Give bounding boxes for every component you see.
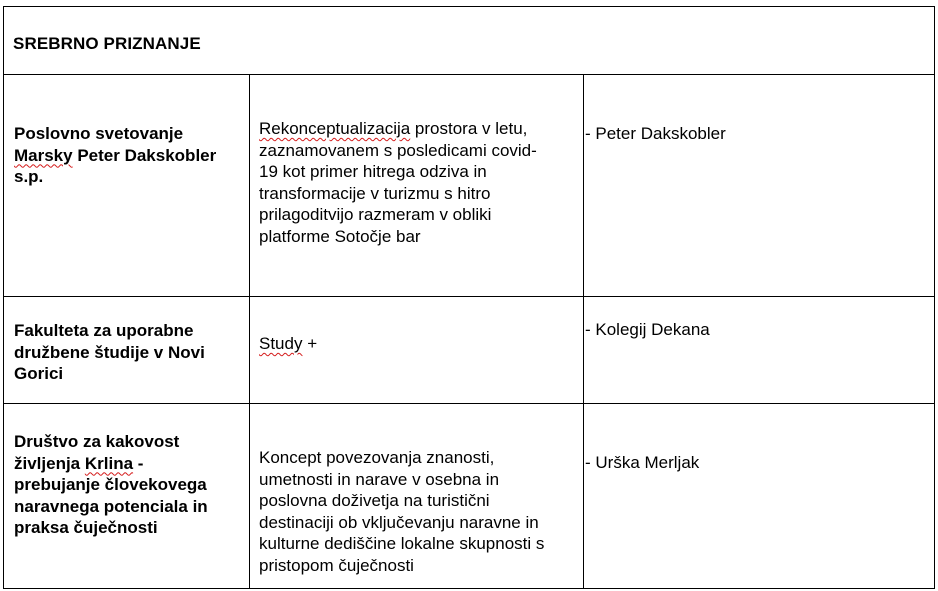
description-line: transformacije v turizmu s hitro	[259, 183, 491, 203]
person-cell	[583, 74, 935, 297]
description-cell	[249, 403, 584, 589]
person-cell	[583, 403, 935, 589]
organization-cell	[3, 74, 250, 297]
organization-name-line: Gorici	[14, 364, 64, 383]
organization-name-line: življenja Krlina -	[14, 453, 144, 473]
organization-name	[14, 123, 239, 188]
organization-name-line: praksa čuječnosti	[14, 518, 158, 537]
award-table	[3, 6, 935, 589]
table-row	[3, 74, 935, 297]
organization-cell	[3, 296, 250, 404]
person-cell	[583, 296, 935, 404]
person-name: - Kolegij Dekana	[585, 320, 710, 339]
organization-name	[14, 431, 239, 539]
description-line: Study +	[259, 334, 318, 353]
description-line: platforme Sotočje bar	[259, 226, 421, 246]
marsky-word: Marsky	[14, 145, 73, 165]
organization-cell	[3, 403, 250, 589]
organization-name-line: prebujanje človekovega	[14, 475, 207, 494]
person-name: - Peter Dakskobler	[585, 124, 726, 143]
description-line: pristopom čuječnosti	[259, 555, 414, 575]
description-line: poslovna doživetja na turistični	[259, 491, 490, 510]
organization-name-line: s.p.	[14, 167, 44, 186]
krlina-word: Krlina	[84, 453, 134, 473]
description-line: 19 kot primer hitrega odziva in	[259, 162, 487, 181]
organization-name	[14, 320, 239, 385]
table-row	[3, 296, 935, 404]
person-name: - Urška Merljak	[585, 453, 700, 472]
description-line: zaznamovanem s posledicami covid-	[259, 140, 537, 160]
rekonceptualizacija-word: Rekonceptualizacija	[259, 119, 411, 138]
organization-name-line: Fakulteta za uporabne	[14, 321, 194, 340]
description-line: prilagoditvijo razmeram v obliki	[259, 205, 492, 224]
study-word: Study	[259, 334, 303, 353]
description-line: Rekonceptualizacija prostora v letu,	[259, 119, 528, 138]
table-row	[3, 403, 935, 589]
organization-name-line: Poslovno svetovanje	[14, 124, 184, 143]
description-line: Koncept povezovanja znanosti,	[259, 448, 495, 467]
description-line: kulturne dediščine lokalne skupnosti s	[259, 534, 545, 553]
organization-name-line: Marsky Peter Dakskobler	[14, 145, 217, 165]
organization-name-line: družbene študije v Novi	[14, 342, 205, 362]
description-cell	[249, 74, 584, 297]
description-line: umetnosti in narave v osebna in	[259, 469, 500, 489]
project-description	[259, 118, 577, 247]
project-description	[259, 447, 577, 576]
organization-name-line: naravnega potenciala in	[14, 496, 208, 516]
table-header-cell	[3, 6, 935, 75]
project-description	[259, 333, 577, 355]
description-line: destinaciji ob vključevanju naravne in	[259, 512, 539, 532]
award-title: SREBRNO PRIZNANJE	[13, 34, 201, 53]
organization-name-line: Društvo za kakovost	[14, 432, 180, 451]
description-cell	[249, 296, 584, 404]
